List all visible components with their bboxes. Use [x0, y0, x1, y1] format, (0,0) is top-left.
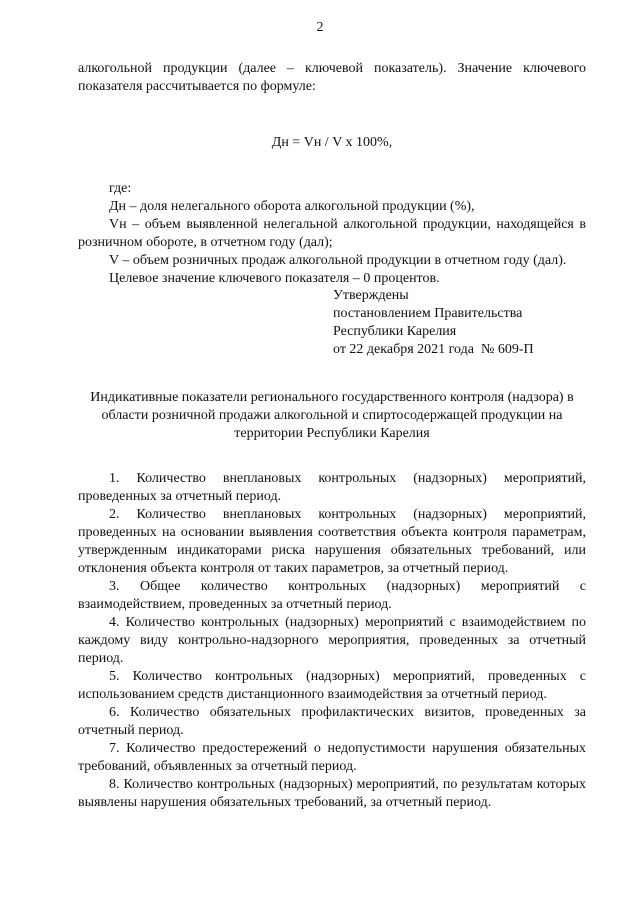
indicator-list: [78, 470, 586, 812]
list-item: 1. Количество внеплановых контрольных (надзорных) мероприятий, проведенных за отчетный период.: [78, 471, 586, 504]
list-item: 2. Количество внеплановых контрольных (надзорных) мероприятий, проведенных на основании выявления соответствия объекта контроля параметрам, утвержденным индикаторами риска нарушения обязательных требований, или отклонения объекта контроля от таких параметров, за отчетный период.: [78, 507, 586, 576]
list-item: 8. Количество контрольных (надзорных) мероприятий, по результатам которых выявлены нарушения обязательных требований, за отчетный период.: [78, 777, 586, 810]
approval-line: от 22 декабря 2021 года № 609-П: [333, 342, 534, 357]
definition-dn: Дн – доля нелегального оборота алкогольной продукции (%),: [109, 199, 475, 214]
list-item: 7. Количество предостережений о недопустимости нарушения обязательных требований, объявленных за отчетный период.: [78, 741, 586, 774]
intro-section: [78, 60, 586, 288]
list-item: 5. Количество контрольных (надзорных) мероприятий, проведенных с использованием средств дистанционного взаимодействия за отчетный период.: [78, 669, 586, 702]
list-item: 6. Количество обязательных профилактических визитов, проведенных за отчетный период.: [78, 705, 586, 738]
page-number: 2: [316, 20, 324, 35]
list-item: 3. Общее количество контрольных (надзорных) мероприятий с взаимодействием, проведенных за отчетный период.: [78, 579, 586, 612]
where-label: где:: [109, 181, 132, 196]
target-value: Целевое значение ключевого показателя – 0 процентов.: [109, 271, 440, 286]
approval-line: Утверждены: [333, 288, 409, 303]
approval-stamp: [333, 287, 534, 359]
approval-line: Республики Карелия: [333, 324, 457, 339]
list-item: 4. Количество контрольных (надзорных) мероприятий с взаимодействием по каждому виду контрольно-надзорного мероприятия, проведенных за отчетный период.: [78, 615, 586, 666]
definition-vn: Vн – объем выявленной нелегальной алкогольной продукции, находящейся в розничном обороте, в отчетном году (дал);: [78, 217, 586, 250]
formula: Дн = Vн / V х 100%,: [271, 135, 393, 150]
definition-v: V – объем розничных продаж алкогольной продукции в отчетном году (дал).: [109, 253, 567, 268]
document-title: Индикативные показатели регионального государственного контроля (надзора) в области розничной продажи алкогольной и спиртосодержащей продукции на территории Республики Карелия: [90, 390, 574, 441]
approval-line: постановлением Правительства: [333, 306, 523, 321]
intro-paragraph: алкогольной продукции (далее – ключевой показатель). Значение ключевого показателя рассчитывается по формуле:: [78, 61, 586, 94]
